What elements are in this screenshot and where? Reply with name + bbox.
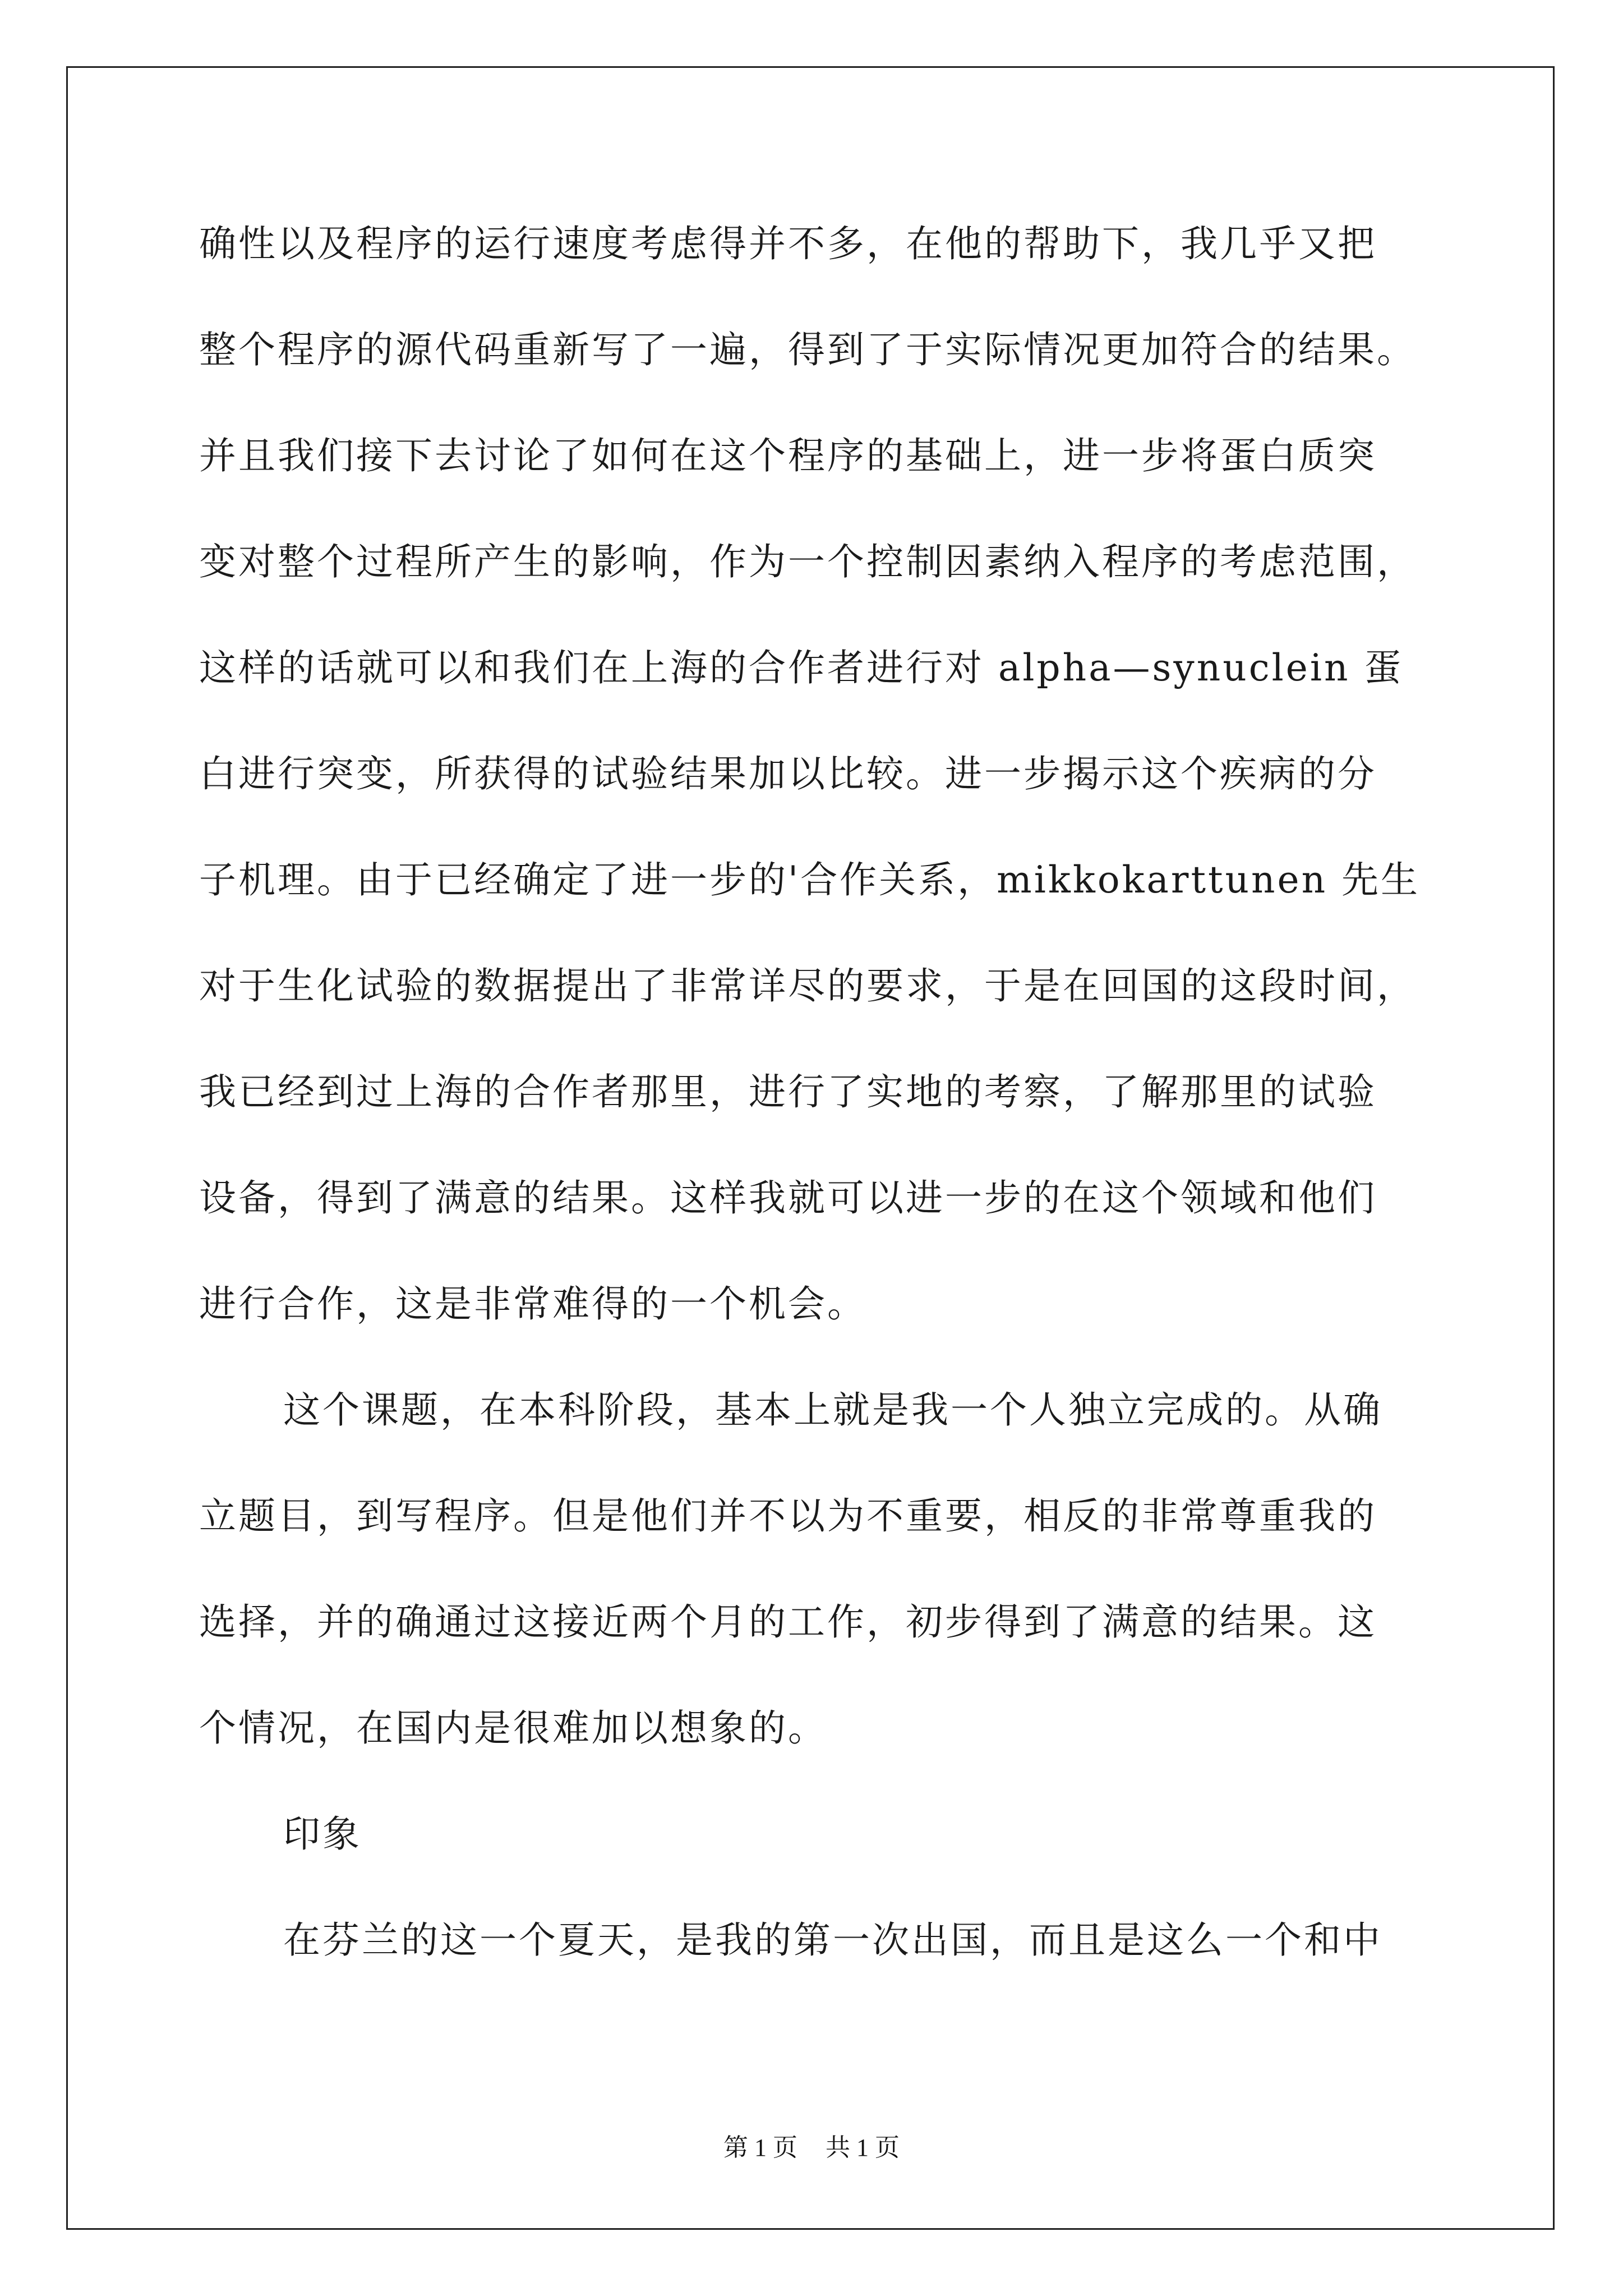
section-heading: 印象 (283, 1812, 362, 1856)
text-line: 白进行突变，所获得的试验结果加以比较。进一步揭示这个疾病的分 (199, 752, 1377, 795)
text-line: 立题目，到写程序。但是他们并不以为不重要，相反的非常尊重我的 (199, 1494, 1377, 1538)
page-number-total: 共 1 页 (826, 2134, 900, 2161)
paragraph-start-line: 在芬兰的这一个夏天，是我的第一次出国，而且是这么一个和中 (283, 1918, 1382, 1962)
text-line: 变对整个过程所产生的影响，作为一个控制因素纳入程序的考虑范围， (199, 540, 1416, 583)
text-line: 整个程序的源代码重新写了一遍，得到了于实际情况更加符合的结果。 (199, 328, 1416, 371)
text-line: 选择，并的确通过这接近两个月的工作，初步得到了满意的结果。这 (199, 1600, 1377, 1644)
text-line: 进行合作，这是非常难得的一个机会。 (199, 1282, 866, 1326)
text-line: 子机理。由于已经确定了进一步的'合作关系，mikkokarttunen 先生 (199, 858, 1421, 901)
document-body (199, 191, 1427, 1993)
page-number-current: 第 1 页 (723, 2134, 797, 2161)
text-line: 并且我们接下去讨论了如何在这个程序的基础上，进一步将蛋白质突 (199, 434, 1377, 477)
text-line: 这样的话就可以和我们在上海的合作者进行对 alpha—synuclein 蛋 (199, 646, 1404, 689)
text-line: 我已经到过上海的合作者那里，进行了实地的考察，了解那里的试验 (199, 1070, 1377, 1114)
paragraph-start-line: 这个课题，在本科阶段，基本上就是我一个人独立完成的。从确 (283, 1388, 1382, 1432)
text-line: 个情况，在国内是很难加以想象的。 (199, 1706, 827, 1750)
page-footer (0, 2127, 1623, 2163)
text-line: 确性以及程序的运行速度考虑得并不多，在他的帮助下，我几乎又把 (199, 222, 1377, 265)
text-line: 设备，得到了满意的结果。这样我就可以进一步的在这个领域和他们 (199, 1176, 1377, 1220)
text-line: 对于生化试验的数据提出了非常详尽的要求，于是在回国的这段时间， (199, 964, 1416, 1007)
